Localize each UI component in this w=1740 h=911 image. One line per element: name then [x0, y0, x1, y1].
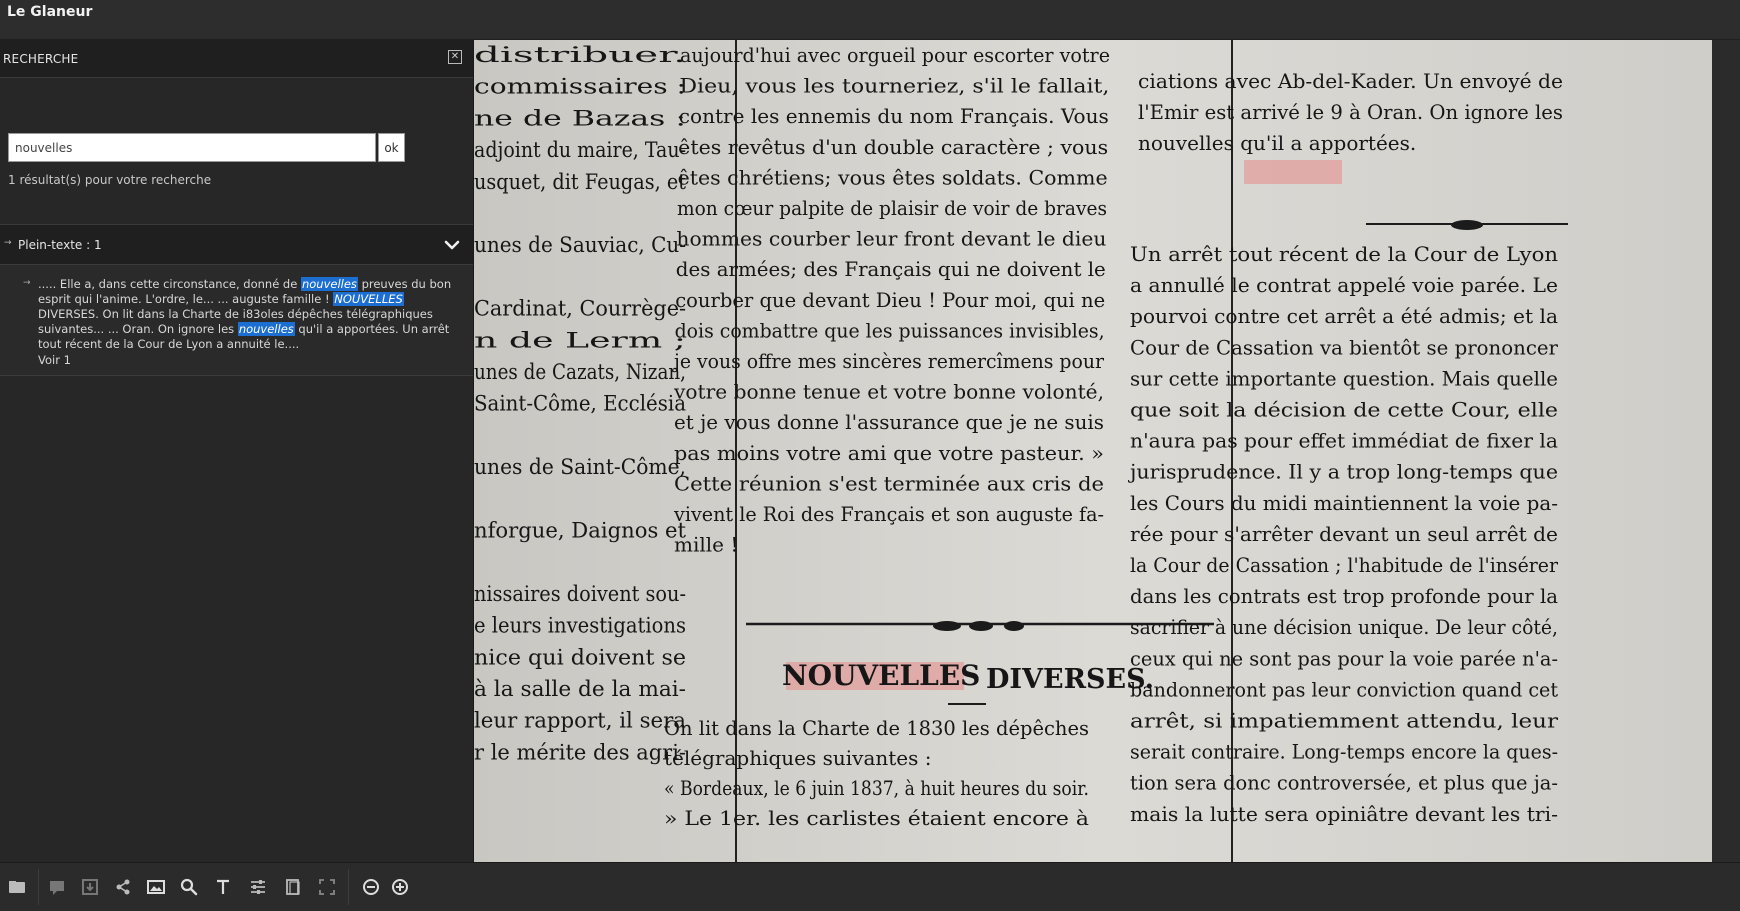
column-3-line: ciations avec Ab-del-Kader. Un envoyé de — [1138, 69, 1563, 93]
column-2-top — [672, 43, 1110, 557]
column-2-line: votre bonne tenue et votre bonne volonté, — [672, 379, 1104, 404]
search-panel — [0, 40, 474, 862]
search-input[interactable] — [8, 133, 376, 162]
column-3-line: l'Emir est arrivé le 9 à Oran. On ignore les — [1138, 100, 1563, 124]
zoom-out-icon[interactable] — [360, 876, 382, 898]
column-1-line: nforgue, Daignos et — [474, 518, 687, 543]
column-3-line: n'aura pas pour effet immédiat de fixer la — [1130, 428, 1559, 453]
column-3-line: ceux qui ne sont pas pour la voie parée n'a- — [1130, 646, 1558, 671]
column-1 — [474, 43, 687, 764]
settings-icon[interactable] — [247, 876, 269, 898]
column-3-line: serait contraire. Long-temps encore la ques- — [1130, 739, 1558, 764]
menu-icon[interactable] — [6, 876, 28, 898]
column-3-line: sacrifier à une décision unique. De leur côté, — [1130, 615, 1558, 640]
column-1-line: e leurs investigations — [474, 613, 686, 638]
column-3-line: mais la lutte sera opiniâtre devant les tri- — [1130, 801, 1558, 826]
zoom-in-icon[interactable] — [389, 876, 411, 898]
search-icon[interactable] — [178, 876, 200, 898]
match-highlight-box — [1244, 160, 1342, 184]
column-3-line: que soit la décision de cette Cour, elle — [1130, 397, 1558, 422]
column-2-line: aujourd'hui avec orgueil pour escorter votre — [680, 43, 1110, 67]
column-2-line: vivent le Roi des Français et son auguste fa- — [673, 502, 1104, 526]
toolbar-divider — [38, 869, 39, 905]
column-1-line: distribuer. — [474, 43, 686, 67]
column-2-line: mille ! — [674, 532, 739, 557]
column-2-line: hommes courber leur front devant le dieu — [676, 226, 1107, 251]
column-2-line: êtes revêtus d'un double caractère ; vous — [678, 134, 1109, 159]
bottom-toolbar — [0, 862, 1740, 911]
search-result-item[interactable] — [0, 265, 473, 376]
share-icon[interactable] — [112, 876, 134, 898]
fullscreen-icon[interactable] — [316, 876, 338, 898]
title-bar — [0, 0, 1740, 40]
column-2-line: des armées; des Français qui ne doivent le — [675, 257, 1106, 282]
chevron-down-icon[interactable] — [444, 237, 460, 253]
column-1-line: Saint-Côme, Ecclésia — [474, 391, 686, 416]
heading-diverses: DIVERSES. — [986, 664, 1155, 695]
search-panel-title: RECHERCHE — [3, 52, 79, 66]
search-panel-header — [0, 40, 473, 78]
column-1-line: unes de Cazats, Nizan, — [474, 360, 686, 384]
snippet-match: nouvelles — [301, 277, 357, 291]
snippet-match: NOUVELLES — [334, 292, 403, 306]
column-3-line: bandonneront pas leur conviction quand cet — [1130, 677, 1558, 702]
voir-link[interactable]: Voir 1 — [38, 353, 71, 367]
column-3-line: Cour de Cassation va bientôt se prononcer — [1130, 335, 1559, 360]
newspaper-page[interactable] — [474, 40, 1740, 862]
column-3-line: rée pour s'arrêter devant un seul arrêt de — [1130, 521, 1558, 546]
snippet-text: qu'il a apportées. Un arrêt tout récent de la Cour de Lyon a annuité le.... — [38, 322, 450, 351]
arrow-right-icon: → — [4, 238, 12, 248]
column-1-line: leur rapport, il sera — [474, 708, 686, 733]
column-2-line: Dieu, vous les tourneriez, s'il le fallait, — [679, 73, 1110, 98]
page-edge — [1712, 40, 1740, 862]
comment-icon[interactable] — [46, 876, 68, 898]
document-viewer[interactable] — [474, 40, 1740, 862]
column-2-line: télégraphiques suivantes : — [664, 746, 932, 770]
search-area — [0, 78, 473, 225]
column-1-line: usquet, dit Feugas, et — [474, 169, 687, 194]
snippet-text: DIVERSES. On lit dans la Charte de i83oles dépêches télégraphiques suivantes... ... Oran. On ignore les — [38, 307, 433, 336]
close-panel-icon[interactable]: ✕ — [448, 50, 462, 64]
column-2-line: êtes chrétiens; vous êtes soldats. Comme — [677, 165, 1108, 190]
text-icon[interactable] — [212, 876, 234, 898]
snippet-text: ..... Elle a, dans cette circonstance, donné de — [38, 277, 301, 291]
column-1-line: nice qui doivent se — [474, 645, 686, 670]
column-2-line: dois combattre que les puissances invisibles, — [674, 318, 1105, 343]
pages-icon[interactable] — [282, 876, 304, 898]
column-2-line: contre les ennemis du nom Français. Vous — [678, 104, 1109, 129]
column-1-line: r le mérite des agri- — [474, 740, 686, 765]
column-1-line: unes de Sauviac, Cu- — [474, 233, 686, 258]
column-3-line: jurisprudence. Il y a trop long-temps que — [1127, 459, 1558, 484]
snippet-match: nouvelles — [238, 322, 294, 336]
result-snippet — [38, 277, 463, 352]
app-title: Le Glaneur — [7, 4, 93, 20]
column-2-line: pas moins votre ami que votre pasteur. » — [674, 440, 1104, 465]
column-2-line: courber que devant Dieu ! Pour moi, qui ne — [675, 287, 1106, 312]
search-ok-button[interactable]: ok — [378, 133, 405, 162]
column-1-line: commissaires : — [474, 74, 686, 99]
column-1-line: unes de Saint-Côme, — [474, 455, 686, 480]
column-3-line: arrêt, si impatiemment attendu, leur — [1130, 708, 1559, 733]
results-count: 1 résultat(s) pour votre recherche — [8, 173, 212, 187]
heading-nouvelles: NOUVELLES — [782, 659, 981, 692]
download-icon[interactable] — [79, 876, 101, 898]
column-3-line: Un arrêt tout récent de la Cour de Lyon — [1130, 242, 1559, 266]
column-3-line: nouvelles qu'il a apportées. — [1138, 131, 1417, 155]
snippet-text: preuves du bon esprit qui l'anime. L'ordre, le... ... auguste famille ! — [38, 277, 452, 306]
column-2-line: mon cœur palpite de plaisir de voir de braves — [677, 196, 1107, 220]
column-3-line: a annullé le contrat appelé voie parée. Le — [1130, 273, 1558, 298]
column-1-line: à la salle de la mai- — [474, 677, 686, 701]
column-3-line: pourvoi contre cet arrêt a été admis; et la — [1130, 304, 1559, 329]
column-1-line: adjoint du maire, Tau- — [474, 138, 686, 163]
fulltext-accordion-label: Plein-texte : 1 — [18, 238, 102, 252]
column-3-line: la Cour de Cassation ; l'habitude de l'insérer — [1130, 553, 1559, 577]
column-2-line: On lit dans la Charte de 1830 les dépêches — [664, 716, 1089, 740]
column-2-line: « Bordeaux, le 6 juin 1837, à huit heures du soir. — [664, 776, 1089, 800]
column-2-line: et je vous donne l'assurance que je ne suis — [674, 410, 1104, 435]
column-1-line: ne de Bazas : — [474, 106, 686, 131]
column-2-line: je vous offre mes sincères remercîmens pour — [672, 349, 1105, 373]
column-3-line: tion sera donc controversée, et plus que ja- — [1130, 770, 1558, 795]
column-1-line: nissaires doivent sou- — [474, 581, 686, 606]
column-1-line: Cardinat, Courrège- — [474, 296, 686, 321]
column-3-line: les Cours du midi maintiennent la voie pa- — [1130, 490, 1558, 515]
column-1-line: n de Lerm ; — [474, 328, 686, 353]
column-3-line: sur cette importante question. Mais quelle — [1130, 366, 1558, 391]
column-2-line: » Le 1er. les carlistes étaient encore à — [664, 806, 1090, 830]
fulltext-accordion[interactable] — [0, 225, 473, 265]
column-2-line: Cette réunion s'est terminée aux cris de — [674, 471, 1104, 496]
image-icon[interactable] — [145, 876, 167, 898]
column-3-line: dans les contrats est trop profonde pour la — [1130, 584, 1559, 609]
toolbar-divider — [348, 869, 349, 905]
arrow-right-icon: → — [23, 278, 31, 288]
